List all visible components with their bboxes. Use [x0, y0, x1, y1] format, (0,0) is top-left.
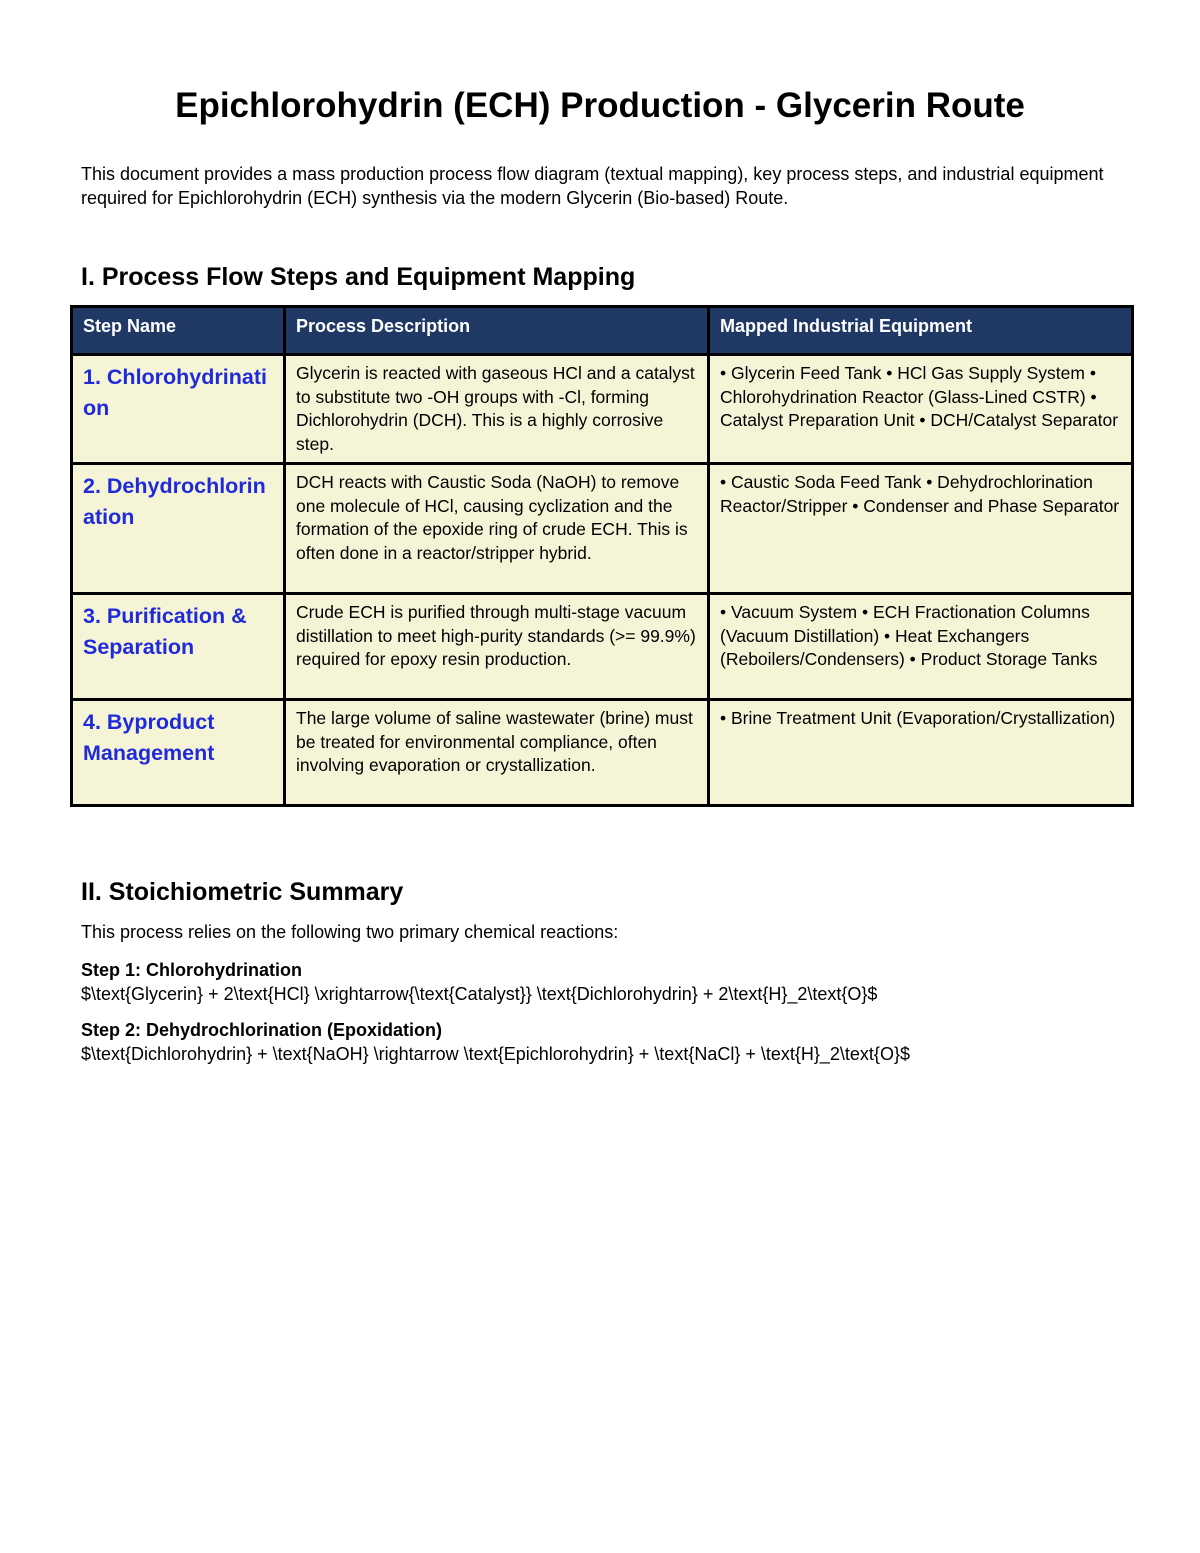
step-name-cell: 1. Chlorohydrination — [72, 355, 285, 464]
section-heading-stoichiometric-summary: II. Stoichiometric Summary — [81, 878, 404, 906]
process-description-cell: The large volume of saline wastewater (brine) must be treated for environmental compliance, often involving evaporation or crystallization. — [285, 700, 709, 806]
equipment-mapping-table — [70, 305, 1134, 807]
table-header-row — [72, 307, 1133, 355]
header-mapped-equipment: Mapped Industrial Equipment — [709, 307, 1133, 355]
header-step-name: Step Name — [72, 307, 285, 355]
table-row — [72, 355, 1133, 464]
step2-label: Step 2: Dehydrochlorination (Epoxidation) — [81, 1020, 443, 1040]
document-title: Epichlorohydrin (ECH) Production - Glycerin Route — [175, 86, 1025, 125]
reactions-intro-text: This process relies on the following two primary chemical reactions: — [81, 922, 619, 942]
header-process-description: Process Description — [285, 307, 709, 355]
step-name-cell: 4. Byproduct Management — [72, 700, 285, 806]
step1-label: Step 1: Chlorohydrination — [81, 960, 303, 980]
process-description-cell: DCH reacts with Caustic Soda (NaOH) to remove one molecule of HCl, causing cyclization and the formation of the epoxide ring of crude ECH. This is often done in a reactor/stripper hybrid. — [285, 464, 709, 594]
step1-equation: $\text{Glycerin} + 2\text{HCl} \xrightarrow{\text{Catalyst}} \text{Dichlorohydrin} + 2\text{H}_2\text{O}$ — [81, 984, 878, 1004]
section-heading-process-flow: I. Process Flow Steps and Equipment Mapping — [81, 263, 636, 291]
equipment-cell: • Caustic Soda Feed Tank • Dehydrochlorination Reactor/Stripper • Condenser and Phase Separator — [709, 464, 1133, 594]
process-description-cell: Glycerin is reacted with gaseous HCl and a catalyst to substitute two -OH groups with -Cl, forming Dichlorohydrin (DCH). This is a highly corrosive step. — [285, 355, 709, 464]
equipment-cell: • Brine Treatment Unit (Evaporation/Crystallization) — [709, 700, 1133, 806]
table-row — [72, 464, 1133, 594]
step-name-cell: 2. Dehydrochlorination — [72, 464, 285, 594]
table-row — [72, 594, 1133, 700]
table-row — [72, 700, 1133, 806]
step-name-cell: 3. Purification & Separation — [72, 594, 285, 700]
process-description-cell: Crude ECH is purified through multi-stage vacuum distillation to meet high-purity standards (>= 99.9%) required for epoxy resin production. — [285, 594, 709, 700]
intro-paragraph: This document provides a mass production process flow diagram (textual mapping), key process steps, and industrial equipment required for Epichlorohydrin (ECH) synthesis via the modern Glycerin (Bio-based) Route. — [81, 164, 1104, 208]
equipment-cell: • Glycerin Feed Tank • HCl Gas Supply System • Chlorohydrination Reactor (Glass-Lined CSTR) • Catalyst Preparation Unit • DCH/Catalyst Separator — [709, 355, 1133, 464]
equipment-cell: • Vacuum System • ECH Fractionation Columns (Vacuum Distillation) • Heat Exchangers (Reboilers/Condensers) • Product Storage Tanks — [709, 594, 1133, 700]
step2-equation: $\text{Dichlorohydrin} + \text{NaOH} \rightarrow \text{Epichlorohydrin} + \text{NaCl} + \text{H}_2\text{O}$ — [81, 1044, 910, 1064]
